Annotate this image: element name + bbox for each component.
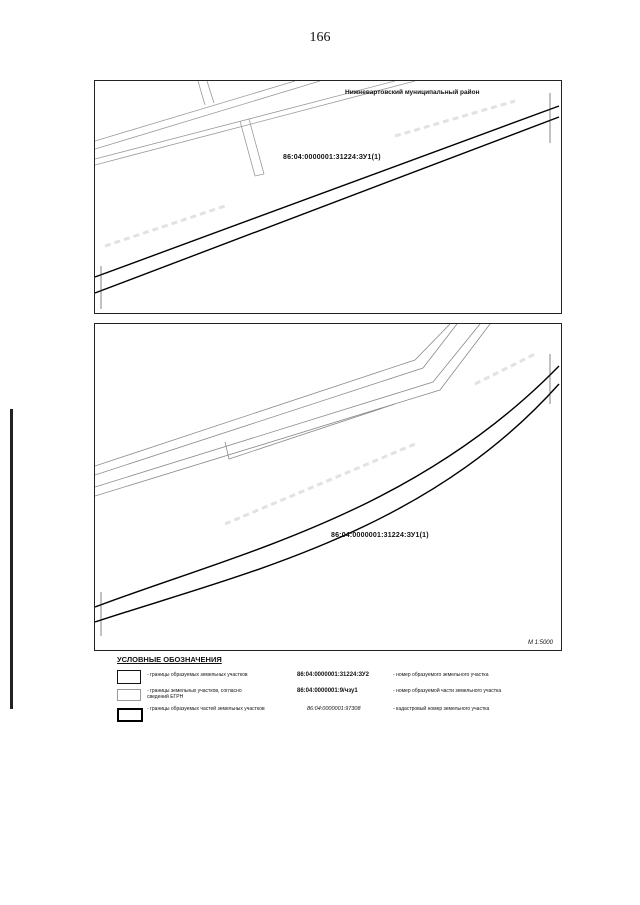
binding-margin-line: [10, 409, 13, 709]
legend-title: УСЛОВНЫЕ ОБОЗНАЧЕНИЯ: [117, 655, 222, 664]
parcel-label: 86:04:0000001:31224:ЗУ1(1): [331, 532, 429, 539]
parcel-label: 86:04:0000001:31224:ЗУ1(1): [283, 154, 381, 161]
scale-label: М 1:5000: [527, 640, 553, 646]
legend-swatch-parcel-part-boundary: [117, 708, 143, 722]
region-label: Нижневартовский муниципальный район: [345, 89, 480, 96]
map-sheet-2: [94, 323, 562, 651]
legend-swatch-new-parcel-boundary: [117, 670, 141, 684]
map-1-drawing: [95, 81, 561, 313]
legend-code: 86:04:0000001:9/чзу1: [297, 688, 358, 694]
legend-code: 86:04:0000001:97308: [307, 706, 361, 712]
map-sheet-1: [94, 80, 562, 314]
legend-code: 86:04:0000001:31224:ЗУ2: [297, 672, 369, 678]
legend-row: [117, 703, 557, 719]
legend-row: [117, 669, 557, 685]
legend-desc: - номер образуемого земельного участка: [393, 672, 489, 678]
page-number: 166: [309, 30, 331, 45]
legend-text: - границы земельных участков, согласно сведений ЕГРН: [147, 688, 242, 700]
legend-desc: - номер образуемой части земельного участка: [393, 688, 502, 694]
legend-text: - границы образуемых земельных участков: [147, 672, 248, 678]
map-2-drawing: [95, 324, 561, 650]
legend-swatch-egrn-boundary: [117, 689, 141, 701]
legend: [117, 655, 557, 719]
legend-row: [117, 685, 557, 703]
legend-desc: - кадастровый номер земельного участка: [393, 706, 490, 712]
legend-text: - границы образуемых частей земельных участков: [147, 706, 265, 712]
